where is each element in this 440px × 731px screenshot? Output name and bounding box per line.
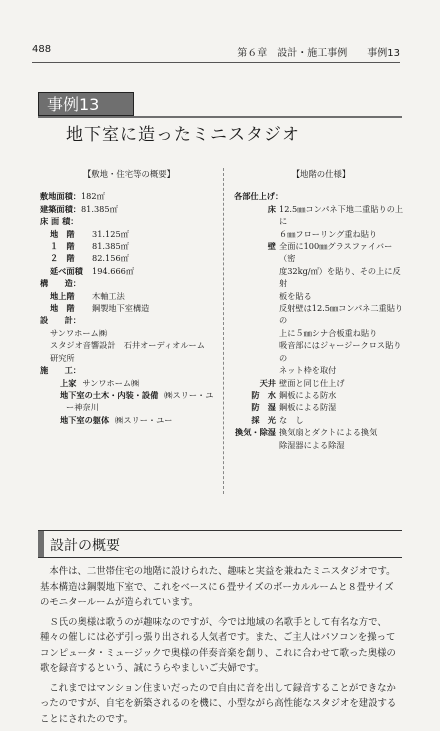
total-area-row [40, 265, 218, 277]
floor-value: 31.125㎡ [92, 228, 129, 239]
structure-row [40, 277, 218, 289]
site-overview-heading: 【敷地・住宅等の概要】 [82, 169, 176, 179]
section-heading-bar [38, 531, 44, 557]
paragraph: 本件は、二世帯住宅の地階に設けられた、趣味と実益を兼ねたミニスタジオです。基本構造は鋼製地下室で、これをベースに６畳サイズのボーカルルームと８畳サイズのモニタールームが造られています。 [40, 566, 396, 608]
design-label: 設 計： [40, 315, 81, 326]
paragraph: これまではマンション住まいだったので自由に音を出して録音することができなかったのですが、自宅を新築されるのを機に、小型ながら高性能なスタジオを建設することにされたのです。 [40, 682, 397, 725]
floor-value: 81.385㎡ [92, 241, 129, 252]
building-area-label: 建築面積： [40, 203, 81, 214]
floor-row-basement [40, 228, 218, 240]
construction-row [40, 364, 218, 376]
spec-waterproof: 防 水 鋼板による防水 [251, 389, 337, 400]
floor-row-2f [40, 252, 218, 264]
floor-area-label: 床 面 積： [40, 216, 79, 227]
section-heading: 設計の概要 [50, 538, 120, 554]
total-area-value: 194.666㎡ [92, 265, 135, 276]
spec-ventilation: 換気・除湿 換気扇とダクトによる換気 除湿器による除湿 [235, 427, 378, 450]
finish-label: 各部仕上げ： [234, 191, 284, 202]
spec-ceiling: 天井 壁面と同じ仕上げ [259, 377, 345, 388]
structure-label: 構 造： [40, 278, 81, 289]
building-area-value: 81.385㎡ [80, 203, 118, 214]
overview-body [40, 564, 402, 731]
basement-spec-column [234, 168, 408, 451]
site-area-row [40, 190, 218, 202]
structure-item-label: 地上階 [50, 290, 75, 301]
finish-row [234, 190, 408, 202]
spec-lighting: 採 光 な し [251, 414, 304, 425]
total-area-label: 延べ面積 [50, 265, 83, 276]
spec-floor: 床 12.5㎜コンパネ下地二重貼りの上に ６㎜フローリング重ね貼り [267, 203, 404, 239]
running-header [32, 42, 400, 63]
construction-line: 地下室の躯体 ㈱スリー・ユー [60, 414, 173, 425]
structure-item-label: 地 階 [50, 303, 75, 314]
design-row [40, 314, 218, 326]
floor-area-row [40, 215, 218, 227]
case-title: 地下室に造ったミニスタジオ [66, 125, 300, 145]
floor-label: １ 階 [50, 241, 75, 252]
column-divider [223, 168, 224, 494]
design-line: サンワホーム㈱ [50, 327, 107, 338]
site-area-value: 182㎡ [80, 191, 105, 202]
floor-row-1f [40, 240, 218, 252]
structure-row-basement [40, 302, 218, 314]
section-heading-box [38, 530, 402, 558]
construction-label: 施 工： [40, 365, 81, 376]
structure-row-above [40, 290, 218, 302]
spec-moistureproof: 防 湿 鋼板による防湿 [251, 402, 337, 413]
case-label: 事例13 [38, 92, 134, 116]
floor-label: 地 階 [50, 228, 75, 239]
structure-item-value: 木軸工法 [92, 290, 125, 301]
floor-value: 82.156㎡ [92, 253, 129, 264]
design-line: スタジオ音響設計 石井オーディオルーム [50, 340, 205, 351]
spec-wall: 壁 全面に100㎜グラスファイバー（密 度32kg/㎥）を貼り、その上に反射 板を貼る 反射壁は12.5㎜コンパネ二重貼りの 上に５㎜シナ合板重ね貼り 吸音部にはジャージークロス貼りの ネット枠を取付 [267, 241, 404, 376]
construction-line: 地下室の土木・内装・設備 ㈱スリー・ユ [60, 389, 214, 400]
site-overview-column [40, 168, 218, 426]
design-line: 研究所 [50, 352, 75, 363]
case-rule [38, 116, 402, 118]
floor-label: ２ 階 [50, 253, 75, 264]
basement-spec-heading: 【地階の仕様】 [291, 169, 351, 179]
construction-line: ー神奈川 [66, 402, 99, 413]
site-area-label: 敷地面積： [40, 191, 81, 202]
running-title: 第６章 設計・施工事例 事例13 [237, 48, 400, 59]
building-area-row [40, 203, 218, 215]
page-number: 488 [32, 44, 52, 55]
structure-item-value: 鋼製地下室構造 [92, 303, 150, 314]
construction-line: 上家 サンワホーム㈱ [60, 377, 140, 388]
paragraph: Ｓ氏の奥様は歌うのが趣味なのですが、今では地域の名歌手として有名な方で、種々の催しには必ず引っ張り出される人気者です。また、ご主人はパソコンを操ってコンピュータ・ミュージックで奥様の伴奏音楽を創り、これに合わせて歌った奥様の歌を録音するという、誠にうらやましいご夫婦です。 [40, 616, 396, 674]
